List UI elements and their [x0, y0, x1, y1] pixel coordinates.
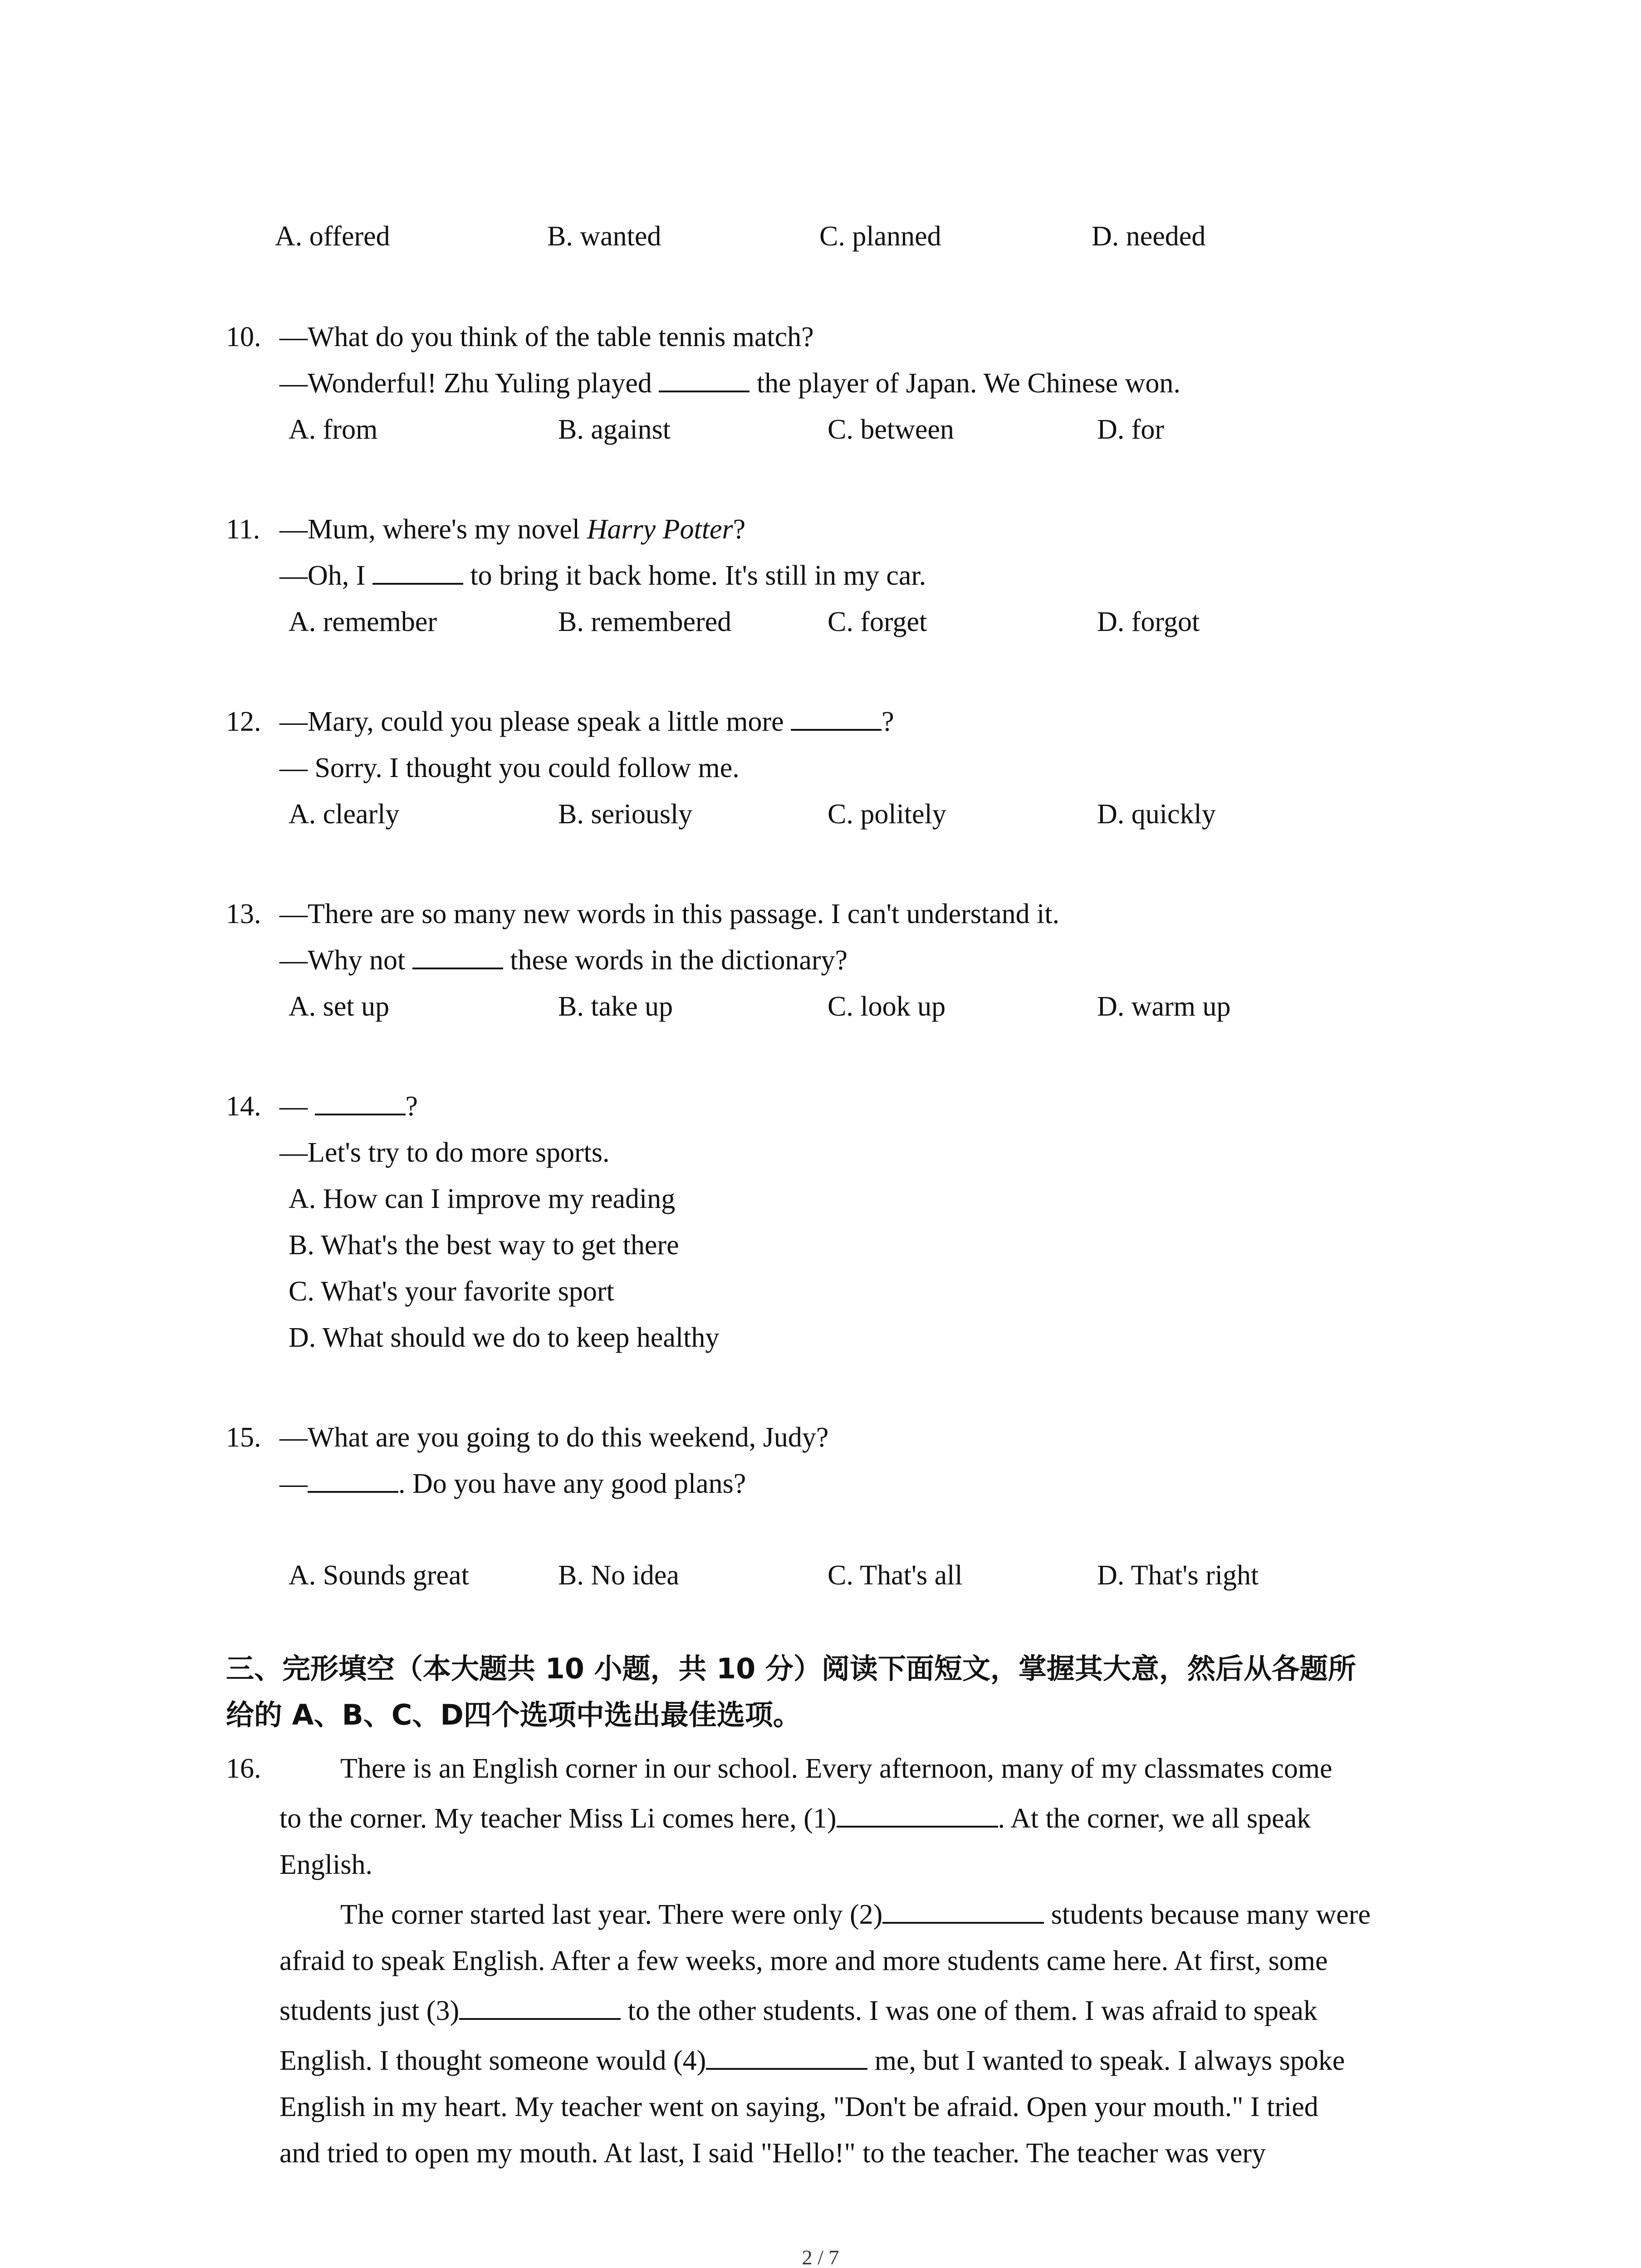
q13-blank — [412, 967, 503, 969]
q9-option-a: A. offered — [275, 221, 390, 252]
q10-blank — [659, 390, 749, 392]
q15-line2: — . Do you have any good plans? — [279, 1468, 746, 1499]
q11-option-d: D. forgot — [1097, 606, 1200, 637]
q12-line1: —Mary, could you please speak a little more ? — [279, 706, 894, 737]
q16-blank-1 — [837, 1825, 998, 1828]
q12-option-b: B. seriously — [558, 799, 693, 830]
q15-number: 15. — [226, 1422, 261, 1453]
q14-line1: — ? — [279, 1091, 418, 1122]
q16-number: 16. — [226, 1753, 261, 1784]
q10-line2: —Wonderful! Zhu Yuling played the player of Japan. We Chinese won. — [279, 368, 1181, 399]
q12-option-c: C. politely — [828, 799, 946, 830]
q10-option-c: C. between — [828, 414, 954, 445]
q14-line2: —Let's try to do more sports. — [279, 1137, 610, 1168]
q11-line1: —Mum, where's my novel Harry Potter? — [279, 514, 746, 545]
q14-option-c: C. What's your favorite sport — [289, 1276, 614, 1307]
q15-blank — [308, 1491, 398, 1493]
q16-p2-line6: and tried to open my mouth. At last, I said "Hello!" to the teacher. The teacher was very — [279, 2138, 1266, 2169]
q13-number: 13. — [226, 899, 261, 929]
q15-option-b: B. No idea — [558, 1560, 679, 1591]
q16-p1-line1: There is an English corner in our school. Every afternoon, many of my classmates come — [340, 1753, 1332, 1784]
q14-option-b: B. What's the best way to get there — [289, 1230, 679, 1261]
q12-line2: — Sorry. I thought you could follow me. — [279, 753, 740, 783]
q15-line1: —What are you going to do this weekend, Judy? — [279, 1422, 829, 1453]
q10-line1: —What do you think of the table tennis match? — [279, 322, 814, 352]
q11-number: 11. — [226, 514, 260, 545]
q11-blank — [372, 582, 463, 585]
q16-p2-line1: The corner started last year. There were only (2) students because many were — [340, 1899, 1371, 1930]
q13-line1: —There are so many new words in this passage. I can't understand it. — [279, 899, 1060, 929]
q16-p2-line3: students just (3) to the other students. I was one of them. I was afraid to speak — [279, 1995, 1318, 2026]
q14-option-d: D. What should we do to keep healthy — [289, 1322, 720, 1353]
q15-option-a: A. Sounds great — [289, 1560, 469, 1591]
q14-number: 14. — [226, 1091, 261, 1122]
q10-option-d: D. for — [1097, 414, 1165, 445]
q11-line2: —Oh, I to bring it back home. It's still in my car. — [279, 560, 926, 591]
q9-option-d: D. needed — [1092, 221, 1206, 252]
q12-option-a: A. clearly — [289, 799, 400, 830]
q12-number: 12. — [226, 706, 261, 737]
q16-p2-line5: English in my heart. My teacher went on saying, "Don't be afraid. Open your mouth." I tried — [279, 2092, 1318, 2122]
q11-option-c: C. forget — [828, 606, 927, 637]
q9-option-c: C. planned — [819, 221, 941, 252]
page-number: 2 / 7 — [802, 2246, 839, 2268]
q16-blank-3 — [459, 2018, 621, 2020]
q13-option-d: D. warm up — [1097, 991, 1231, 1022]
q16-p1-line3: English. — [279, 1849, 372, 1880]
q16-p2-line4: English. I thought someone would (4) me, but I wanted to speak. I always spoke — [279, 2045, 1345, 2076]
section-3-title-line1: 三、完形填空（本大题共 10 小题，共 10 分）阅读下面短文，掌握其大意，然后从各题所 — [226, 1652, 1356, 1685]
q10-number: 10. — [226, 322, 261, 352]
q16-blank-2 — [882, 1921, 1044, 1924]
q16-blank-4 — [706, 2068, 867, 2070]
q15-option-c: C. That's all — [828, 1560, 963, 1591]
q12-blank — [791, 728, 882, 731]
q13-option-b: B. take up — [558, 991, 673, 1022]
q11-option-b: B. remembered — [558, 606, 732, 637]
q13-line2: —Why not these words in the dictionary? — [279, 945, 848, 976]
q10-option-b: B. against — [558, 414, 671, 445]
q11-option-a: A. remember — [289, 606, 437, 637]
q14-blank — [315, 1113, 406, 1115]
q9-option-b: B. wanted — [547, 221, 661, 252]
q13-option-a: A. set up — [289, 991, 390, 1022]
q12-option-d: D. quickly — [1097, 799, 1216, 830]
q15-option-d: D. That's right — [1097, 1560, 1259, 1591]
q14-option-a: A. How can I improve my reading — [289, 1183, 676, 1214]
section-3-title-line2: 给的 A、B、C、D四个选项中选出最佳选项。 — [226, 1698, 801, 1731]
q16-p1-line2: to the corner. My teacher Miss Li comes here, (1) . At the corner, we all speak — [279, 1803, 1311, 1834]
q13-option-c: C. look up — [828, 991, 946, 1022]
q16-p2-line2: afraid to speak English. After a few weeks, more and more students came here. At first, some — [279, 1945, 1328, 1976]
q10-option-a: A. from — [289, 414, 378, 445]
